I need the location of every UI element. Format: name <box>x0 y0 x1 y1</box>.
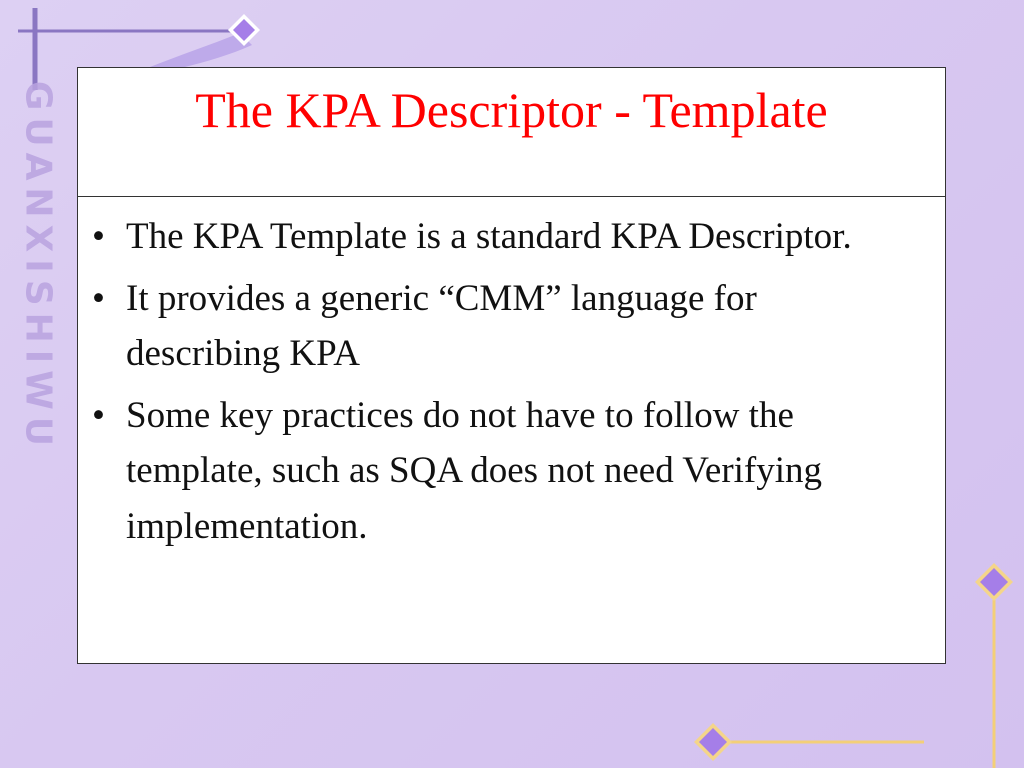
slide-content-box <box>77 67 946 664</box>
bullet-text: It provides a generic “CMM” language for describing KPA <box>126 277 757 374</box>
bullet-item <box>88 271 905 382</box>
bullet-text: Some key practices do not have to follow the template, such as SQA does not need Verifying implementation. <box>126 394 823 547</box>
title-area <box>78 68 945 197</box>
bullet-marker: • <box>92 216 105 257</box>
bullet-text: The KPA Template is a standard KPA Descriptor. <box>126 216 852 257</box>
bullet-item <box>88 209 905 265</box>
diamond-icon <box>694 723 732 761</box>
diamond-icon <box>975 563 1013 601</box>
bullet-item <box>88 388 905 555</box>
slide-title: The KPA Descriptor - Template <box>195 82 828 138</box>
bullet-list <box>78 197 945 554</box>
vertical-watermark: GUANXISHIWU <box>17 80 59 454</box>
bullet-marker: • <box>92 394 105 436</box>
bullet-marker: • <box>92 277 105 319</box>
